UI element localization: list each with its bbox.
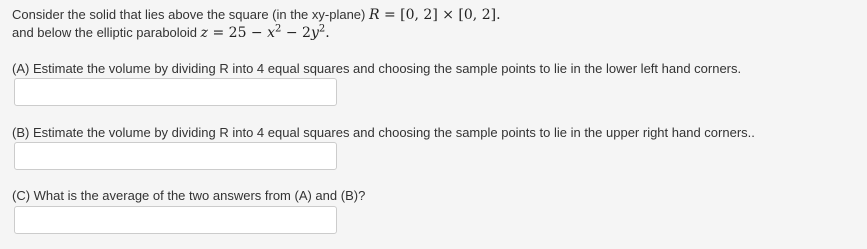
region-variable: R [368,7,380,23]
answer-a-input[interactable] [14,78,337,106]
question-a-text: (A) Estimate the volume by dividing R into 4 equal squares and choosing the sample points to lie in the lower left hand corners. [12,61,742,76]
answer-c-input[interactable] [14,206,337,234]
answer-b-input[interactable] [14,142,337,170]
problem-text-2: and below the elliptic paraboloid [12,25,201,40]
problem-statement-line-2 [12,24,330,42]
region-definition: = [0, 2] × [0, 2] [379,7,497,23]
problem-statement-line-1 [12,6,501,24]
question-c-text: (C) What is the average of the two answers from (A) and (B)? [12,188,366,203]
problem-text-1: Consider the solid that lies above the square (in the xy-plane) [12,7,369,22]
question-b-text: (B) Estimate the volume by dividing R into 4 equal squares and choosing the sample points to lie in the upper right hand corners.. [12,125,755,140]
region-formula: R = [0, 2] × [0, 2]. [368,7,501,23]
paraboloid-formula: $z = 25 - x^2 - 2y^2$. [200,23,330,41]
